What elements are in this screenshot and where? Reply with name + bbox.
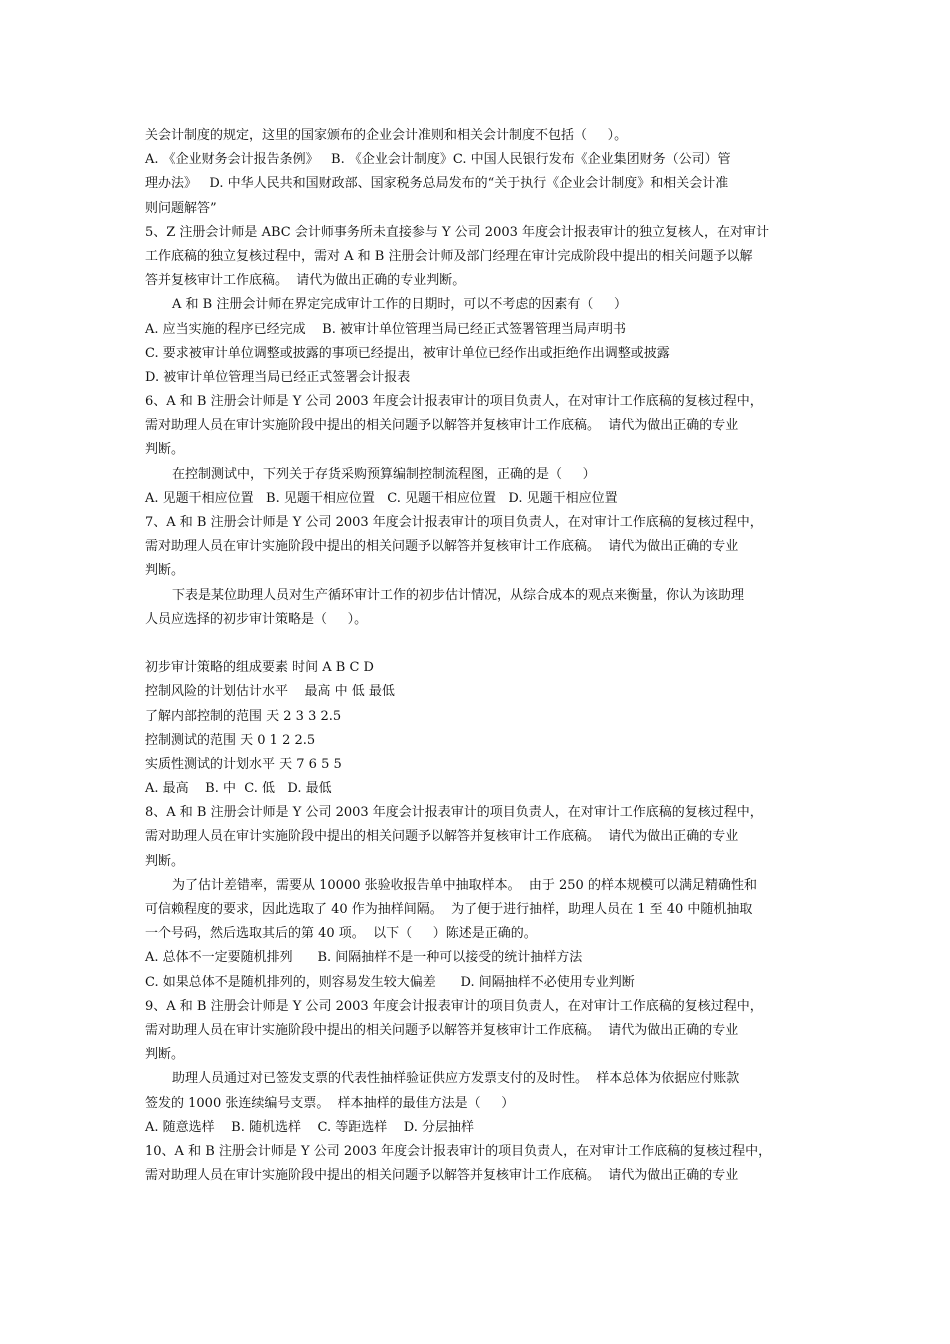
text-line: 一个号码，然后选取其后的第 40 项。 以下（ ）陈述是正确的。 — [145, 926, 537, 942]
text-line: 判断。 — [145, 853, 185, 869]
text-line: 判断。 — [145, 1047, 185, 1063]
text-line: 则问题解答” — [145, 200, 217, 216]
text-line: 签发的 1000 张连续编号支票。 样本抽样的最佳方法是（ ） — [145, 1095, 515, 1111]
text-line: 需对助理人员在审计实施阶段中提出的相关问题予以解答并复核审计工作底稿。 请代为做出正确的专业 — [145, 829, 739, 845]
text-line: C. 要求被审计单位调整或披露的事项已经提出，被审计单位已经作出或拒绝作出调整或披露 — [145, 345, 670, 361]
text-line: C. 如果总体不是随机排列的，则容易发生较大偏差 D. 间隔抽样不必使用专业判断 — [145, 974, 635, 990]
text-line: 在控制测试中，下列关于存货采购预算编制控制流程图，正确的是（ ） — [172, 466, 596, 482]
text-line: 答并复核审计工作底稿。 请代为做出正确的专业判断。 — [145, 273, 466, 289]
text-line: 初步审计策略的组成要素 时间 A B C D — [145, 660, 374, 676]
text-line: A. 最高 B. 中 C. 低 D. 最低 — [145, 781, 332, 797]
text-line: 需对助理人员在审计实施阶段中提出的相关问题予以解答并复核审计工作底稿。 请代为做出正确的专业 — [145, 1168, 739, 1184]
text-line: 10、A 和 B 注册会计师是 Y 公司 2003 年度会计报表审计的项目负责人，在对审计工作底稿的复核过程中， — [145, 1143, 772, 1159]
text-line: 助理人员通过对已签发支票的代表性抽样验证供应方发票支付的及时性。 样本总体为依据应付账款 — [172, 1071, 740, 1087]
text-line: 理办法》 D. 中华人民共和国财政部、国家税务总局发布的“关于执行《企业会计制度》和相关会计准 — [145, 176, 729, 192]
text-line: A. 应当实施的程序已经完成 B. 被审计单位管理当局已经正式签署管理当局声明书 — [145, 321, 627, 337]
text-line: 需对助理人员在审计实施阶段中提出的相关问题予以解答并复核审计工作底稿。 请代为做出正确的专业 — [145, 1022, 739, 1038]
text-line: 可信赖程度的要求，因此选取了 40 作为抽样间隔。 为了便于进行抽样，助理人员在 1 至 40 中随机抽取 — [145, 902, 753, 917]
text-line: A 和 B 注册会计师在界定完成审计工作的日期时，可以不考虑的因素有（ ） — [172, 297, 628, 313]
text-line: 8、A 和 B 注册会计师是 Y 公司 2003 年度会计报表审计的项目负责人，在对审计工作底稿的复核过程中， — [145, 805, 763, 821]
text-line — [145, 632, 815, 656]
text-line: 判断。 — [145, 442, 185, 458]
text-line: 7、A 和 B 注册会计师是 Y 公司 2003 年度会计报表审计的项目负责人，在对审计工作底稿的复核过程中， — [145, 515, 763, 530]
text-line: 6、A 和 B 注册会计师是 Y 公司 2003 年度会计报表审计的项目负责人，在对审计工作底稿的复核过程中， — [145, 394, 763, 410]
text-line: 判断。 — [145, 563, 185, 579]
text-line: A. 随意选样 B. 随机选样 C. 等距选样 D. 分层抽样 — [145, 1119, 475, 1135]
text-line: 需对助理人员在审计实施阶段中提出的相关问题予以解答并复核审计工作底稿。 请代为做出正确的专业 — [145, 418, 739, 434]
text-line: 9、A 和 B 注册会计师是 Y 公司 2003 年度会计报表审计的项目负责人，在对审计工作底稿的复核过程中， — [145, 998, 763, 1014]
text-line: 实质性测试的计划水平 天 7 6 5 5 — [145, 756, 342, 772]
text-line: 下表是某位助理人员对生产循环审计工作的初步估计情况，从综合成本的观点来衡量，你认为该助理 — [172, 587, 745, 603]
document-body — [145, 124, 815, 1188]
text-line: 人员应选择的初步审计策略是（ ）。 — [145, 611, 368, 627]
text-line: 5、Z 注册会计师是 ABC 会计师事务所未直接参与 Y 公司 2003 年度会计报表审计的独立复核人，在对审计 — [145, 224, 770, 240]
text-line: 关会计制度的规定，这里的国家颁布的企业会计准则和相关会计制度不包括（ ）。 — [145, 128, 628, 143]
text-line: 为了估计差错率，需要从 10000 张验收报告单中抽取样本。 由于 250 的样本规模可以满足精确性和 — [172, 877, 757, 893]
text-line: 控制风险的计划估计水平 最高 中 低 最低 — [145, 684, 395, 700]
text-line: 控制测试的范围 天 0 1 2 2.5 — [145, 732, 316, 748]
text-line: A. 总体不一定要随机排列 B. 间隔抽样不是一种可以接受的统计抽样方法 — [145, 950, 583, 966]
text-line: D. 被审计单位管理当局已经正式签署会计报表 — [145, 369, 411, 385]
text-line: 需对助理人员在审计实施阶段中提出的相关问题予以解答并复核审计工作底稿。 请代为做出正确的专业 — [145, 539, 739, 555]
text-line: 工作底稿的独立复核过程中，需对 A 和 B 注册会计师及部门经理在审计完成阶段中提出的相关问题予以解 — [145, 248, 753, 264]
text-line: A. 《企业财务会计报告条例》 B. 《企业会计制度》C. 中国人民银行发布《企业集团财务（公司）管 — [145, 152, 731, 168]
text-line: A. 见题干相应位置 B. 见题干相应位置 C. 见题干相应位置 D. 见题干相应位置 — [145, 490, 618, 506]
text-line: 了解内部控制的范围 天 2 3 3 2.5 — [145, 708, 342, 724]
